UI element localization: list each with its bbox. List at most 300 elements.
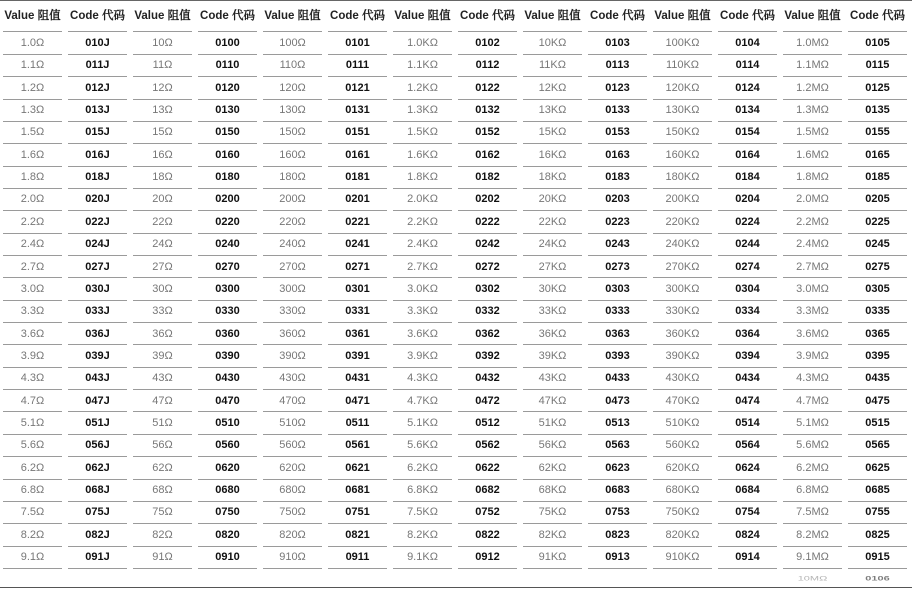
resistor-code-cell: 0470 xyxy=(215,395,240,407)
resistor-code-cell: 016J xyxy=(85,149,110,161)
resistance-value-cell: 160Ω xyxy=(279,149,306,161)
resistor-code-cell: 0431 xyxy=(345,372,370,384)
resistor-code-cell: 0360 xyxy=(215,328,240,340)
resistor-code-cell: 0390 xyxy=(215,350,240,362)
resistance-value-cell: 910Ω xyxy=(279,551,306,563)
code-column-header: Code 代码 xyxy=(200,10,255,22)
resistor-code-cell: 0365 xyxy=(865,328,890,340)
code-column-header: Code 代码 xyxy=(720,10,775,22)
resistance-value-cell: 100Ω xyxy=(279,37,306,49)
resistor-code-cell: 068J xyxy=(85,484,110,496)
resistor-code-cell: 062J xyxy=(85,462,110,474)
value-column-header: Value 阻值 xyxy=(524,10,581,22)
resistor-code-cell: 0112 xyxy=(475,59,500,71)
resistor-code-cell: 0245 xyxy=(865,238,890,250)
resistor-code-cell: 0362 xyxy=(475,328,500,340)
resistor-code-cell: 0911 xyxy=(345,551,370,563)
resistance-value-cell: 2.4Ω xyxy=(20,238,45,250)
resistance-value-cell: 620KΩ xyxy=(665,462,700,474)
resistor-code-cell: 036J xyxy=(85,328,110,340)
value-column-header: Value 阻值 xyxy=(654,10,711,22)
resistance-value-cell: 22KΩ xyxy=(538,216,567,228)
resistor-code-cell: 0222 xyxy=(475,216,500,228)
resistor-code-cell: 0123 xyxy=(605,82,630,94)
resistor-code-cell: 082J xyxy=(85,529,110,541)
resistance-value-cell: 4.3KΩ xyxy=(407,372,438,384)
resistance-value-cell: 3.3MΩ xyxy=(796,305,829,317)
resistor-code-cell: 0754 xyxy=(735,506,760,518)
resistance-value-cell: 10KΩ xyxy=(538,37,567,49)
resistance-value-cell: 15Ω xyxy=(152,126,173,138)
resistance-value-cell: 3.6MΩ xyxy=(796,328,829,340)
resistor-code-cell: 0120 xyxy=(215,82,240,94)
resistor-code-cell: 0824 xyxy=(735,529,760,541)
resistor-code-cell: 020J xyxy=(85,193,110,205)
resistance-value-cell: 2.0Ω xyxy=(20,193,45,205)
resistance-value-cell: 2.4MΩ xyxy=(796,238,829,250)
resistor-code-cell: 0302 xyxy=(475,283,500,295)
resistor-code-cell: 0435 xyxy=(865,372,890,384)
resistor-code-cell: 0223 xyxy=(605,216,630,228)
resistance-value-cell: 33KΩ xyxy=(538,305,567,317)
resistance-value-cell: 680Ω xyxy=(279,484,306,496)
resistor-code-cell: 0242 xyxy=(475,238,500,250)
resistance-value-cell: 1.6KΩ xyxy=(407,149,438,161)
resistor-code-cell: 0514 xyxy=(735,417,760,429)
resistor-code-cell: 0681 xyxy=(345,484,370,496)
resistor-code-cell: 0623 xyxy=(605,462,630,474)
resistor-code-cell: 0820 xyxy=(215,529,240,541)
resistance-value-cell: 51Ω xyxy=(152,417,173,429)
resistor-code-cell: 0161 xyxy=(345,149,370,161)
resistance-value-cell: 68KΩ xyxy=(538,484,567,496)
resistance-value-cell-partial: 10MΩ xyxy=(797,575,828,583)
resistor-code-cell: 047J xyxy=(85,395,110,407)
resistance-value-cell: 1.6Ω xyxy=(20,149,45,161)
resistance-value-cell: 39KΩ xyxy=(538,350,567,362)
resistance-value-cell: 750Ω xyxy=(279,506,306,518)
resistor-code-cell: 0151 xyxy=(345,126,370,138)
resistor-code-cell: 0275 xyxy=(865,261,890,273)
resistance-value-cell: 430Ω xyxy=(279,372,306,384)
resistance-value-cell: 4.7MΩ xyxy=(796,395,829,407)
resistance-value-cell: 430KΩ xyxy=(665,372,700,384)
resistor-code-cell: 0203 xyxy=(605,193,630,205)
resistor-code-cell: 027J xyxy=(85,261,110,273)
resistor-code-cell: 0101 xyxy=(345,37,370,49)
resistance-value-cell: 6.8KΩ xyxy=(407,484,438,496)
resistance-value-cell: 8.2Ω xyxy=(20,529,45,541)
resistor-code-cell: 0100 xyxy=(215,37,240,49)
resistance-value-cell: 15KΩ xyxy=(538,126,567,138)
resistor-code-cell: 0910 xyxy=(215,551,240,563)
resistance-value-cell: 12KΩ xyxy=(538,82,567,94)
resistor-code-cell: 0150 xyxy=(215,126,240,138)
resistance-value-cell: 3.9KΩ xyxy=(407,350,438,362)
resistance-value-cell: 300KΩ xyxy=(665,283,700,295)
resistance-value-cell: 91KΩ xyxy=(538,551,567,563)
resistance-value-cell: 3.9MΩ xyxy=(796,350,829,362)
resistance-value-cell: 36KΩ xyxy=(538,328,567,340)
resistor-code-cell: 0750 xyxy=(215,506,240,518)
resistor-code-cell: 0115 xyxy=(865,59,890,71)
resistor-code-cell: 0473 xyxy=(605,395,630,407)
resistor-code-cell: 0124 xyxy=(735,82,760,94)
resistor-code-cell: 0300 xyxy=(215,283,240,295)
resistance-value-cell: 1.3MΩ xyxy=(796,104,829,116)
resistance-value-cell: 75Ω xyxy=(152,506,173,518)
row-divider xyxy=(588,568,647,569)
resistor-code-cell: 0204 xyxy=(735,193,760,205)
resistance-value-cell: 150KΩ xyxy=(665,126,700,138)
resistance-value-cell: 3.0Ω xyxy=(20,283,45,295)
resistor-code-cell: 0474 xyxy=(735,395,760,407)
resistor-code-cell: 0511 xyxy=(345,417,370,429)
resistor-code-cell: 0102 xyxy=(475,37,500,49)
resistor-code-cell: 0821 xyxy=(345,529,370,541)
resistance-value-cell: 360Ω xyxy=(279,328,306,340)
resistance-value-cell: 1.3Ω xyxy=(20,104,45,116)
resistor-code-cell: 0184 xyxy=(735,171,760,183)
resistor-code-cell: 0244 xyxy=(735,238,760,250)
resistance-value-cell: 56Ω xyxy=(152,439,173,451)
row-divider xyxy=(133,568,192,569)
resistor-code-cell: 0912 xyxy=(475,551,500,563)
resistor-code-cell: 0164 xyxy=(735,149,760,161)
resistor-code-cell: 0180 xyxy=(215,171,240,183)
resistance-value-cell: 9.1MΩ xyxy=(796,551,829,563)
resistor-code-cell: 033J xyxy=(85,305,110,317)
resistor-code-cell: 0915 xyxy=(865,551,890,563)
resistance-value-cell: 30Ω xyxy=(152,283,173,295)
resistor-code-cell: 0625 xyxy=(865,462,890,474)
code-column-header: Code 代码 xyxy=(70,10,125,22)
resistance-value-cell: 6.8Ω xyxy=(20,484,45,496)
resistance-value-cell: 330Ω xyxy=(279,305,306,317)
resistance-value-cell: 1.2MΩ xyxy=(796,82,829,94)
resistance-value-cell: 1.1Ω xyxy=(20,59,45,71)
resistor-code-cell: 0155 xyxy=(865,126,890,138)
resistor-code-cell: 0563 xyxy=(605,439,630,451)
resistance-value-cell: 11KΩ xyxy=(539,59,566,71)
resistance-value-cell: 27Ω xyxy=(152,261,173,273)
resistor-code-cell: 0752 xyxy=(475,506,500,518)
resistor-code-cell: 0562 xyxy=(475,439,500,451)
resistor-code-cell: 0132 xyxy=(475,104,500,116)
resistance-value-cell: 360KΩ xyxy=(665,328,700,340)
row-divider xyxy=(3,568,62,569)
resistance-value-cell: 2.0KΩ xyxy=(407,193,438,205)
resistor-code-cell: 013J xyxy=(85,104,110,116)
resistor-code-cell: 0114 xyxy=(735,59,760,71)
resistance-value-cell: 1.2KΩ xyxy=(407,82,438,94)
resistor-code-cell: 0241 xyxy=(345,238,370,250)
resistance-value-cell: 910KΩ xyxy=(665,551,700,563)
resistance-value-cell: 180KΩ xyxy=(665,171,700,183)
resistor-code-cell: 0914 xyxy=(735,551,760,563)
resistance-value-cell: 8.2KΩ xyxy=(407,529,438,541)
resistance-value-cell: 2.7Ω xyxy=(20,261,45,273)
resistor-code-cell: 0152 xyxy=(475,126,500,138)
resistance-value-cell: 3.3KΩ xyxy=(407,305,438,317)
resistor-code-cell: 0475 xyxy=(865,395,890,407)
resistance-value-cell: 6.8MΩ xyxy=(796,484,829,496)
resistor-code-cell: 039J xyxy=(85,350,110,362)
resistor-code-cell: 022J xyxy=(85,216,110,228)
resistor-code-cell: 0135 xyxy=(865,104,890,116)
resistor-code-cell: 010J xyxy=(85,37,110,49)
resistance-value-cell: 43KΩ xyxy=(538,372,567,384)
resistance-value-cell: 12Ω xyxy=(152,82,173,94)
resistor-code-cell: 0393 xyxy=(605,350,630,362)
resistor-code-cell: 0225 xyxy=(865,216,890,228)
resistance-value-cell: 5.1Ω xyxy=(20,417,45,429)
resistor-code-cell: 0183 xyxy=(605,171,630,183)
row-divider xyxy=(263,568,322,569)
row-divider xyxy=(848,568,907,569)
code-column-header: Code 代码 xyxy=(590,10,645,22)
resistance-value-cell: 220Ω xyxy=(279,216,306,228)
resistor-code-cell: 0564 xyxy=(735,439,760,451)
resistance-value-cell: 680KΩ xyxy=(665,484,700,496)
resistor-code-cell: 0683 xyxy=(605,484,630,496)
resistor-code-cell: 0751 xyxy=(345,506,370,518)
resistance-value-cell: 5.6KΩ xyxy=(407,439,438,451)
resistance-value-cell: 9.1Ω xyxy=(20,551,45,563)
resistance-value-cell: 2.2KΩ xyxy=(407,216,438,228)
resistance-value-cell: 22Ω xyxy=(152,216,173,228)
resistor-code-cell: 0181 xyxy=(345,171,370,183)
resistor-code-cell: 0823 xyxy=(605,529,630,541)
resistance-value-cell: 130Ω xyxy=(279,104,306,116)
resistor-code-cell-partial: 0106 xyxy=(865,575,890,583)
resistor-code-cell: 0472 xyxy=(475,395,500,407)
resistor-code-cell: 0621 xyxy=(345,462,370,474)
resistor-code-cell: 011J xyxy=(85,59,110,71)
resistor-code-cell: 0335 xyxy=(865,305,890,317)
resistor-code-cell: 015J xyxy=(85,126,110,138)
resistor-code-cell: 0185 xyxy=(865,171,890,183)
resistor-code-cell: 0110 xyxy=(215,59,240,71)
resistance-value-cell: 20KΩ xyxy=(538,193,567,205)
resistor-code-cell: 0333 xyxy=(605,305,630,317)
resistance-value-cell: 3.3Ω xyxy=(20,305,45,317)
resistance-value-cell: 820KΩ xyxy=(665,529,700,541)
resistor-code-cell: 0272 xyxy=(475,261,500,273)
resistance-value-cell: 75KΩ xyxy=(538,506,567,518)
resistance-value-cell: 1.6MΩ xyxy=(796,149,829,161)
row-divider xyxy=(68,568,127,569)
resistor-code-cell: 0363 xyxy=(605,328,630,340)
code-column-header: Code 代码 xyxy=(330,10,385,22)
resistance-value-cell: 33Ω xyxy=(152,305,173,317)
row-divider xyxy=(718,568,777,569)
resistor-code-cell: 0221 xyxy=(345,216,370,228)
resistor-code-cell: 0510 xyxy=(215,417,240,429)
resistance-value-cell: 47Ω xyxy=(152,395,173,407)
resistance-value-cell: 62KΩ xyxy=(538,462,567,474)
resistance-value-cell: 750KΩ xyxy=(665,506,700,518)
resistance-value-cell: 330KΩ xyxy=(665,305,700,317)
resistor-code-cell: 0201 xyxy=(345,193,370,205)
resistance-value-cell: 110KΩ xyxy=(665,59,700,71)
resistor-code-cell: 0620 xyxy=(215,462,240,474)
resistance-value-cell: 7.5MΩ xyxy=(796,506,829,518)
resistance-value-cell: 620Ω xyxy=(279,462,306,474)
resistance-value-cell: 3.0MΩ xyxy=(796,283,829,295)
row-divider xyxy=(198,568,257,569)
resistance-value-cell: 82KΩ xyxy=(538,529,567,541)
resistor-code-cell: 0154 xyxy=(735,126,760,138)
resistance-value-cell: 5.6Ω xyxy=(20,439,45,451)
resistance-value-cell: 56KΩ xyxy=(538,439,567,451)
resistor-code-cell: 0395 xyxy=(865,350,890,362)
resistor-code-cell: 0680 xyxy=(215,484,240,496)
resistance-value-cell: 240KΩ xyxy=(665,238,700,250)
resistance-value-cell: 82Ω xyxy=(152,529,173,541)
resistor-code-cell: 0273 xyxy=(605,261,630,273)
resistance-value-cell: 390KΩ xyxy=(665,350,700,362)
value-column-header: Value 阻值 xyxy=(4,10,61,22)
resistor-code-cell: 0165 xyxy=(865,149,890,161)
resistor-code-cell: 024J xyxy=(85,238,110,250)
resistance-value-cell: 1.8KΩ xyxy=(407,171,438,183)
resistance-value-cell: 220KΩ xyxy=(665,216,700,228)
resistor-code-cell: 0433 xyxy=(605,372,630,384)
resistor-code-cell: 018J xyxy=(85,171,110,183)
resistor-code-cell: 0240 xyxy=(215,238,240,250)
resistor-code-cell: 0205 xyxy=(865,193,890,205)
resistance-value-cell: 4.7KΩ xyxy=(407,395,438,407)
resistance-value-cell: 24Ω xyxy=(152,238,173,250)
resistance-value-cell: 3.0KΩ xyxy=(407,283,438,295)
resistance-value-cell: 13KΩ xyxy=(538,104,567,116)
resistance-value-cell: 1.0Ω xyxy=(20,37,45,49)
resistor-code-cell: 0270 xyxy=(215,261,240,273)
resistor-code-cell: 0334 xyxy=(735,305,760,317)
resistance-value-cell: 11Ω xyxy=(152,59,173,71)
resistor-code-cell: 0682 xyxy=(475,484,500,496)
resistor-code-cell: 0304 xyxy=(735,283,760,295)
resistor-code-cell: 012J xyxy=(85,82,110,94)
row-divider xyxy=(653,568,712,569)
resistor-code-cell: 0105 xyxy=(865,37,890,49)
resistance-value-cell: 3.6KΩ xyxy=(407,328,438,340)
resistance-value-cell: 820Ω xyxy=(279,529,306,541)
resistance-value-cell: 180Ω xyxy=(279,171,306,183)
resistance-value-cell: 1.2Ω xyxy=(20,82,45,94)
resistance-value-cell: 47KΩ xyxy=(538,395,567,407)
resistance-value-cell: 390Ω xyxy=(279,350,306,362)
resistance-value-cell: 110Ω xyxy=(279,59,306,71)
resistance-value-cell: 470KΩ xyxy=(665,395,700,407)
resistance-value-cell: 39Ω xyxy=(152,350,173,362)
resistor-code-cell: 0243 xyxy=(605,238,630,250)
resistance-value-cell: 240Ω xyxy=(279,238,306,250)
row-divider xyxy=(328,568,387,569)
resistance-value-cell: 27KΩ xyxy=(538,261,567,273)
resistance-value-cell: 4.3MΩ xyxy=(796,372,829,384)
resistance-value-cell: 6.2MΩ xyxy=(796,462,829,474)
row-divider xyxy=(393,568,452,569)
resistor-code-cell: 056J xyxy=(85,439,110,451)
resistor-code-cell: 075J xyxy=(85,506,110,518)
resistor-code-cell: 0513 xyxy=(605,417,630,429)
resistor-code-cell: 0130 xyxy=(215,104,240,116)
resistor-code-cell: 091J xyxy=(85,551,110,563)
resistor-code-cell: 0271 xyxy=(345,261,370,273)
row-divider xyxy=(523,568,582,569)
resistance-value-cell: 36Ω xyxy=(152,328,173,340)
resistance-value-cell: 100KΩ xyxy=(665,37,700,49)
resistor-code-cell: 0622 xyxy=(475,462,500,474)
resistor-code-cell: 0561 xyxy=(345,439,370,451)
resistance-value-cell: 3.9Ω xyxy=(20,350,45,362)
resistor-code-cell: 0131 xyxy=(345,104,370,116)
resistance-value-cell: 120KΩ xyxy=(665,82,700,94)
resistance-value-cell: 470Ω xyxy=(279,395,306,407)
resistor-code-cell: 0274 xyxy=(735,261,760,273)
resistor-code-cell: 0305 xyxy=(865,283,890,295)
resistor-code-cell: 0394 xyxy=(735,350,760,362)
resistor-code-cell: 0103 xyxy=(605,37,630,49)
resistor-code-cell: 0825 xyxy=(865,529,890,541)
resistor-code-cell: 0512 xyxy=(475,417,500,429)
resistance-value-cell: 5.1MΩ xyxy=(796,417,829,429)
resistor-code-cell: 0330 xyxy=(215,305,240,317)
resistor-code-cell: 0162 xyxy=(475,149,500,161)
resistor-code-cell: 0104 xyxy=(735,37,760,49)
resistor-code-cell: 051J xyxy=(85,417,110,429)
resistor-code-cell: 0391 xyxy=(345,350,370,362)
resistance-value-cell: 18Ω xyxy=(152,171,173,183)
resistance-value-cell: 1.1MΩ xyxy=(796,59,829,71)
resistance-value-cell: 1.5MΩ xyxy=(796,126,829,138)
resistor-code-cell: 0913 xyxy=(605,551,630,563)
resistor-code-cell: 0471 xyxy=(345,395,370,407)
resistor-code-cell: 0153 xyxy=(605,126,630,138)
resistor-code-cell: 0560 xyxy=(215,439,240,451)
resistance-value-cell: 1.5Ω xyxy=(20,126,45,138)
resistance-value-cell: 62Ω xyxy=(152,462,173,474)
resistor-code-cell: 0122 xyxy=(475,82,500,94)
resistance-value-cell: 10Ω xyxy=(152,37,173,49)
row-divider xyxy=(783,568,842,569)
resistor-code-cell: 0392 xyxy=(475,350,500,362)
resistance-value-cell: 560KΩ xyxy=(665,439,700,451)
resistor-code-cell: 0434 xyxy=(735,372,760,384)
resistor-code-cell: 0133 xyxy=(605,104,630,116)
resistance-value-cell: 7.5KΩ xyxy=(407,506,438,518)
resistance-value-cell: 16Ω xyxy=(152,149,173,161)
resistance-value-cell: 13Ω xyxy=(152,104,173,116)
resistance-value-cell: 2.2MΩ xyxy=(796,216,829,228)
resistance-value-cell: 560Ω xyxy=(279,439,306,451)
resistance-value-cell: 30KΩ xyxy=(538,283,567,295)
value-column-header: Value 阻值 xyxy=(784,10,841,22)
resistor-code-cell: 0160 xyxy=(215,149,240,161)
resistance-value-cell: 5.1KΩ xyxy=(407,417,438,429)
resistance-value-cell: 200Ω xyxy=(279,193,306,205)
resistance-value-cell: 1.8Ω xyxy=(20,171,45,183)
resistance-value-cell: 1.3KΩ xyxy=(407,104,438,116)
resistance-value-cell: 1.0MΩ xyxy=(796,37,829,49)
resistance-value-cell: 2.2Ω xyxy=(20,216,45,228)
resistance-value-cell: 91Ω xyxy=(152,551,173,563)
resistor-code-cell: 0303 xyxy=(605,283,630,295)
resistor-code-cell: 0125 xyxy=(865,82,890,94)
resistance-value-cell: 43Ω xyxy=(152,372,173,384)
